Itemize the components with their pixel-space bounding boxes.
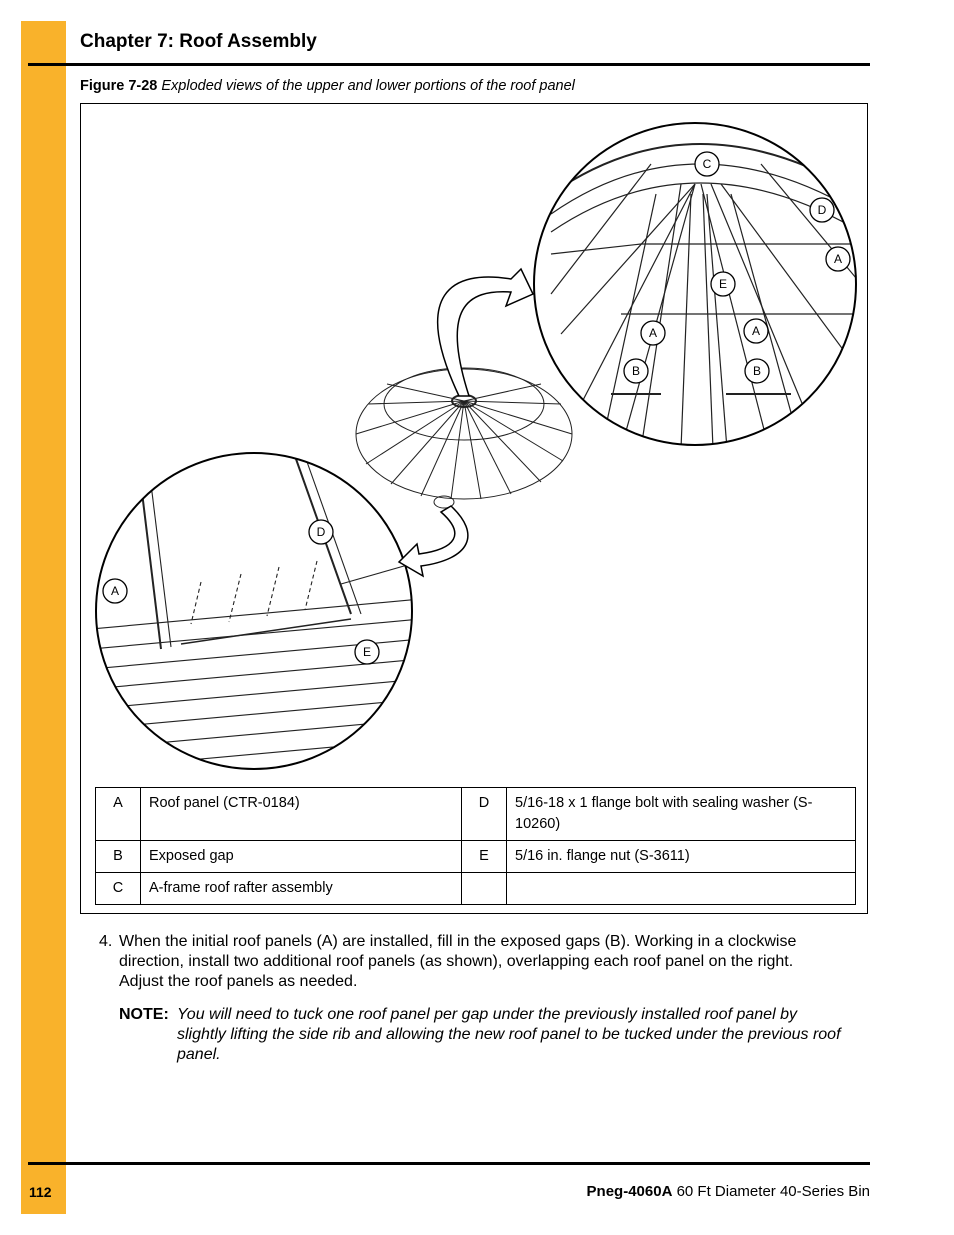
callout-b-top-left: [624, 359, 648, 383]
svg-text:A: A: [110, 584, 120, 598]
legend-table: [95, 787, 856, 905]
figure-caption-text: Exploded views of the upper and lower portions of the roof panel: [161, 78, 575, 94]
legend-description: [507, 873, 856, 905]
legend-key: E: [462, 841, 507, 873]
note: [119, 1005, 849, 1065]
legend-key: B: [96, 841, 141, 873]
figure-number: Figure 7-28: [80, 78, 158, 94]
document-title: 60 Ft Diameter 40-Series Bin: [676, 1183, 870, 1200]
legend-row: [96, 841, 856, 873]
legend-key: D: [462, 788, 507, 841]
svg-text:A: A: [751, 324, 761, 338]
legend-description: Exposed gap: [141, 841, 462, 873]
document-id: [587, 1183, 870, 1200]
svg-text:D: D: [316, 525, 326, 539]
callout-a-top-left: [641, 321, 665, 345]
legend-row: [96, 873, 856, 905]
chapter-color-bar: [21, 21, 66, 1214]
legend-row: [96, 788, 856, 841]
legend-key: C: [96, 873, 141, 905]
legend-description: 5/16 in. flange nut (S-3611): [507, 841, 856, 873]
note-label: NOTE:: [119, 1006, 169, 1023]
figure-frame: [80, 103, 868, 914]
roof-panel-illustration: [81, 104, 867, 784]
svg-text:D: D: [817, 203, 827, 217]
document-code: Pneg-4060A: [586, 1183, 673, 1200]
callout-b-top-right: [745, 359, 769, 383]
callout-e-top: [711, 272, 735, 296]
legend-key: [462, 873, 507, 905]
chapter-title: Chapter 7: Roof Assembly: [80, 31, 317, 52]
callout-e-bottom: [355, 640, 379, 664]
svg-text:C: C: [702, 157, 712, 171]
note-text: You will need to tuck one roof panel per gap under the previously installed roof panel by slightly lifting the side rib and allowing the new roof panel to be tucked under the previous roof panel.: [177, 1006, 841, 1063]
svg-text:B: B: [631, 364, 641, 378]
legend-key: A: [96, 788, 141, 841]
callout-d-top: [810, 198, 834, 222]
footer-rule: [28, 1162, 870, 1165]
legend-description: Roof panel (CTR-0184): [141, 788, 462, 841]
page-number: 112: [29, 1184, 52, 1200]
detail-arrows: [399, 269, 533, 576]
svg-text:A: A: [648, 326, 658, 340]
step-number: 4.: [99, 933, 113, 950]
legend-description: 5/16-18 x 1 flange bolt with sealing washer (S-10260): [507, 788, 856, 841]
legend-description: A-frame roof rafter assembly: [141, 873, 462, 905]
callout-a-top-right: [826, 247, 850, 271]
step-4: [99, 932, 839, 992]
figure-caption: [80, 78, 575, 94]
svg-text:B: B: [752, 364, 762, 378]
callout-a-top-middle: [744, 319, 768, 343]
svg-text:E: E: [718, 277, 728, 291]
step-text: When the initial roof panels (A) are installed, fill in the exposed gaps (B). Working in a clockwise direction, install two additional roof panels (as shown), overlapping each roof panel on the right. Adjust the roof panels as needed.: [119, 933, 797, 990]
header-rule: [28, 63, 870, 66]
svg-text:E: E: [362, 645, 372, 659]
lower-detail-view: [91, 453, 421, 769]
svg-text:A: A: [833, 252, 843, 266]
callout-a-bottom: [103, 579, 127, 603]
callout-d-bottom: [309, 520, 333, 544]
callout-c-top: [695, 152, 719, 176]
